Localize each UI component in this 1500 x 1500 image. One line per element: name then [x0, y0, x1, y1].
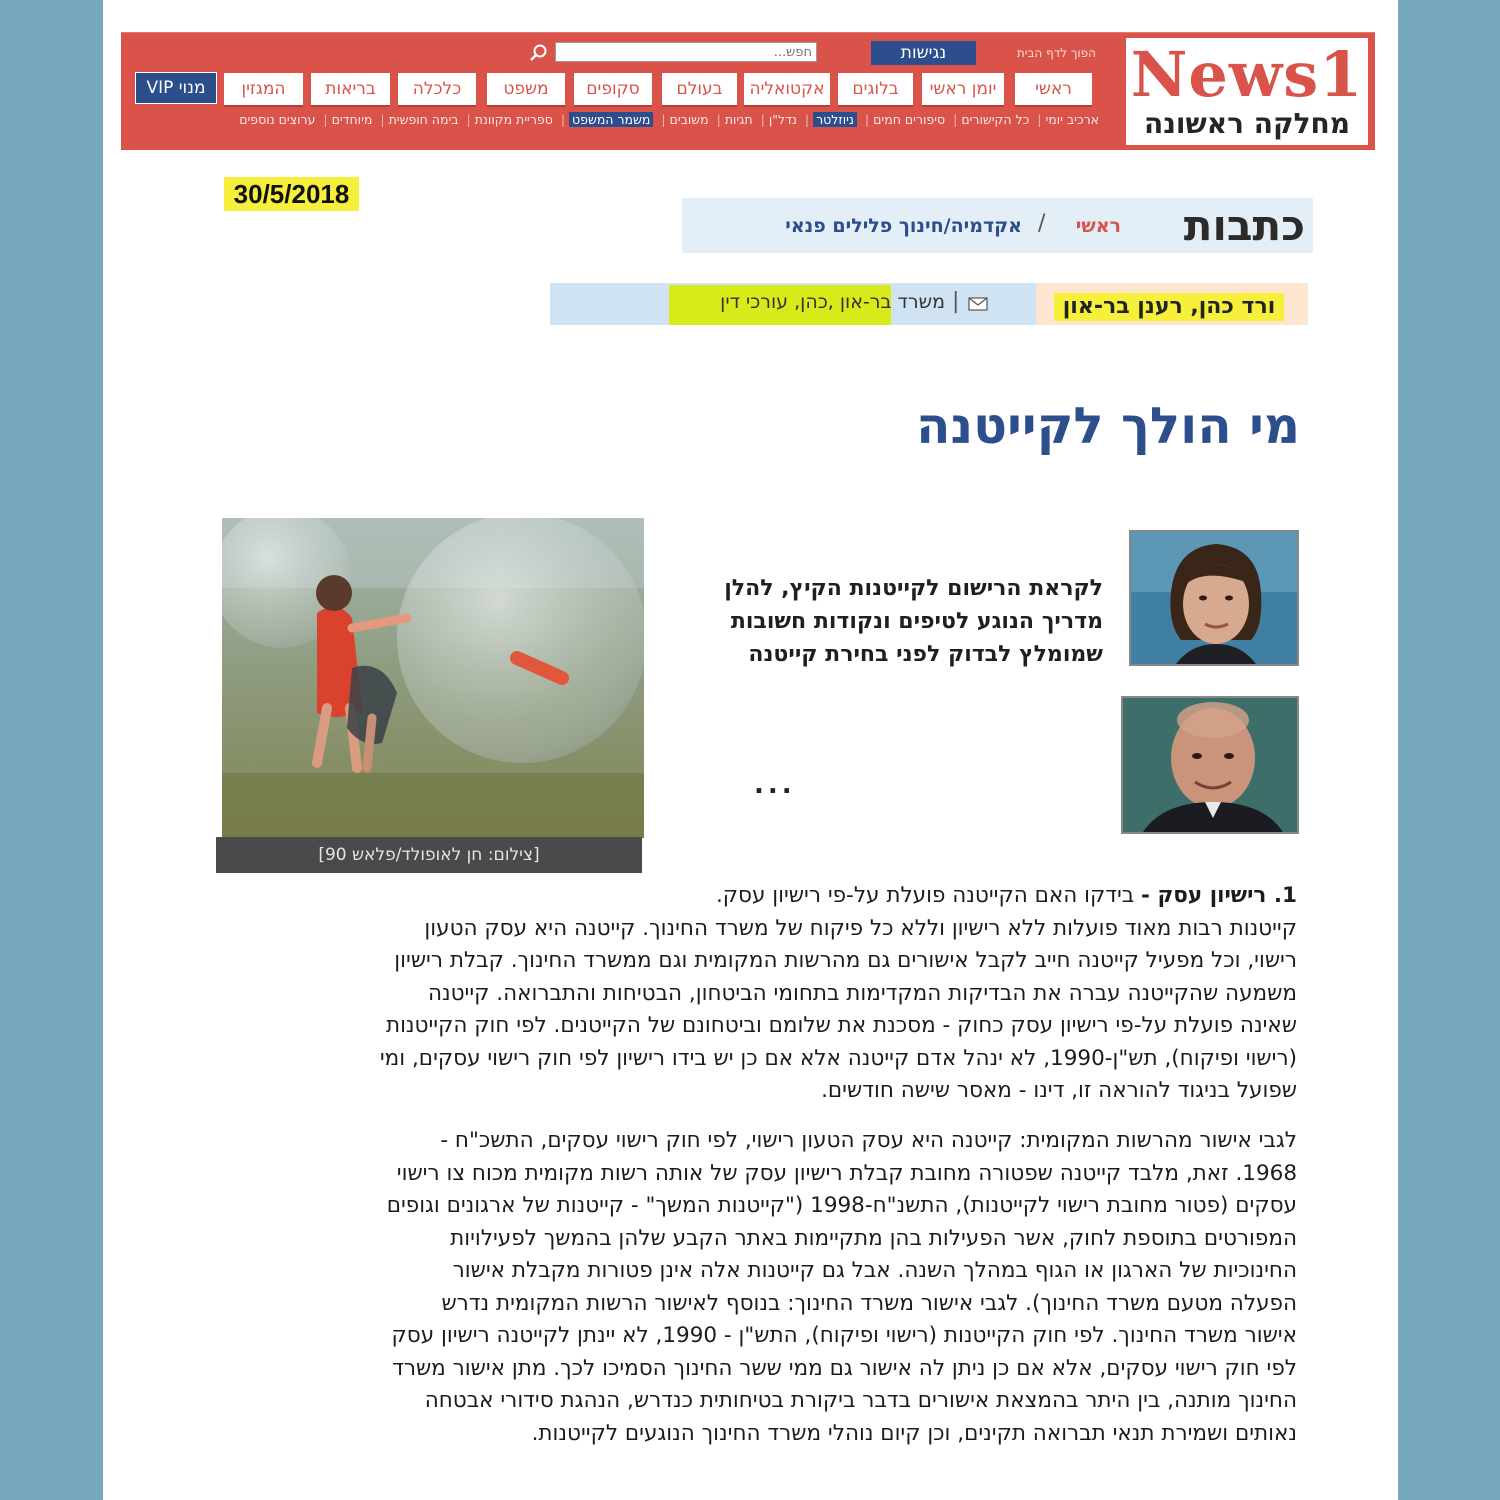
author-names[interactable]: ורד כהן, רענן בר-און: [1054, 293, 1284, 321]
set-homepage-link[interactable]: הפוך לדף הבית: [1016, 46, 1096, 60]
paragraph-line: החינוך מותנה, בין היתר בהמצאת אישורים בדבר ביקורת בטיחותית כנדרש, הנהגת סידורי אבטחה: [424, 1388, 1297, 1413]
law-firm-name[interactable]: משרד בר-און ,כהן, עורכי דין: [720, 291, 945, 313]
paragraph-line: משמעה שהקייטנה עברה את הבדיקות המקדימות בתחומי הביטחון, הבטיחות והתברואה. קייטנה: [427, 980, 1297, 1006]
logo-subtitle: מחלקה ראשונה: [1143, 107, 1351, 140]
paragraph-heading: 1. רישיון עסק -: [1141, 883, 1297, 908]
paragraph-line: המפורטים בתוספת לחוק, אשר הפעילות בהן מתקיימות באתר הקבע שלהן בהמשך לפעילויות: [450, 1225, 1297, 1251]
paragraph-license: [285, 880, 1297, 1108]
nav-tab-magazine[interactable]: המגזין: [224, 73, 303, 107]
subnav-link[interactable]: ערוצים נוספים: [239, 112, 316, 127]
subnav-link[interactable]: נדל"ן: [768, 112, 797, 127]
article-headline: מי הולך לקייטנה: [916, 397, 1300, 455]
paragraph-approvals: [285, 1125, 1297, 1450]
mail-icon[interactable]: [968, 296, 988, 312]
lead-line: מדריך הנוגע לטיפים ונקודות חשובות: [730, 609, 1103, 634]
subnav-link[interactable]: משובים: [669, 112, 709, 127]
nav-tab-blogs[interactable]: בלוגים: [838, 73, 913, 107]
search-icon[interactable]: [529, 43, 549, 63]
paragraph-line: הפעלה מטעם משרד החינוך). לגבי אישור משרד החינוך: בנוסף לאישור הרשות המקומית נדרש: [441, 1290, 1297, 1316]
nav-tab-world[interactable]: בעולם: [662, 73, 737, 107]
site-logo[interactable]: [1126, 38, 1368, 145]
nav-tab-health[interactable]: בריאות: [311, 73, 390, 107]
paragraph-line: אישור משרד החינוך. לפי חוק הקייטנות (רישוי ופיקוח), התש"ן - 1990, לא יינתן לקייטנה רישיון עסק: [391, 1323, 1297, 1348]
paragraph-line: החינוכיות של הארגון או הגוף במהלך השנה. אבל גם קייטנות אלה אינן פטורות מקבלת אישור: [452, 1258, 1297, 1283]
article-lead: [700, 572, 1103, 671]
nav-tab-news[interactable]: אקטואליה: [744, 73, 830, 107]
paragraph-line: קייטנות רבות מאוד פועלות ללא רישיון וללא כל פיקוח של משרד החינוך. קייטנה היא עסק הטעון: [424, 915, 1297, 941]
subnav-link[interactable]: מיוחדים: [331, 112, 373, 127]
nav-tab-home[interactable]: ראשי: [1015, 73, 1092, 107]
publish-date: 30/5/2018: [224, 177, 359, 211]
subnav-link[interactable]: בימה חופשית: [388, 112, 459, 127]
subnav-link[interactable]: כל הקישורים: [961, 112, 1030, 127]
paragraph-line: נאותים ושמירת תנאי תברואה תקינים, וכן קיום נוהלי משרד החינוך הנוגעים לקייטנות.: [531, 1420, 1297, 1446]
paragraph-line: לפי חוק רישוי עסקים, אלא אם כן ניתן לה אישור גם ממי ששר החינוך הסמיכו לכך. מתן אישור משרד: [392, 1355, 1297, 1381]
secondary-nav: ארכיב יומי| כל הקישורים| סיפורים חמים| ניוזלטר| נדל"ן| תגיות| משובים| משמר המשפט| ספריית מקוונת| בימה חופשית| מיוחדים| ערוצים נוספים: [239, 112, 1099, 127]
subnav-link[interactable]: תגיות: [724, 112, 753, 127]
breadcrumb-home[interactable]: ראשי: [1075, 215, 1121, 237]
article-photo: [222, 518, 644, 838]
lead-line: לקראת הרישום לקייטנות הקיץ, להלן: [724, 576, 1103, 601]
subnav-link-newsletter[interactable]: ניוזלטר: [813, 112, 857, 127]
paragraph-line: לגבי אישור מהרשות המקומית: קייטנה היא עסק הטעון רישוי, לפי חוק רישוי עסקים, התשכ"ח -: [440, 1128, 1297, 1153]
subnav-link[interactable]: ארכיב יומי: [1045, 112, 1099, 127]
search-input[interactable]: [555, 42, 817, 62]
author-photo-man: [1121, 696, 1299, 834]
nav-tab-law[interactable]: משפט: [487, 73, 565, 107]
paragraph-line: עסקים (פטור מחובת רישוי לקייטנות), התשנ"ח-1998 ("קייטנות המשך" - קייטנות של ארגונים וגופים: [386, 1193, 1297, 1218]
nav-tab-daily[interactable]: יומן ראשי: [922, 73, 1004, 107]
logo-text: News1: [1130, 38, 1364, 111]
paragraph-line: 1968. זאת, מלבד קייטנה שפטורה מחובת קבלת רישיון עסק של אותה רשות מקומית מכוח צו רישוי: [396, 1160, 1297, 1186]
photo-caption: [צילום: חן לאופולד/פלאש 90]: [216, 837, 642, 873]
breadcrumb-separator: /: [1038, 211, 1046, 236]
lead-line: שמומלץ לבדוק לפני בחירת קייטנה: [748, 642, 1103, 667]
author-separator: |: [952, 289, 960, 314]
paragraph-line: שפועל בניגוד להוראה זו, דינו - מאסר שישה חודשים.: [821, 1078, 1297, 1103]
ellipsis: ...: [754, 770, 796, 800]
breadcrumb-categories[interactable]: אקדמיה/חינוך פלילים פנאי: [785, 215, 1022, 237]
subnav-link-law-watch[interactable]: משמר המשפט: [569, 112, 653, 127]
vip-subscription-tab[interactable]: מנוי VIP: [135, 72, 217, 104]
paragraph-line: שאינה פועלת על-פי רישיון עסק כחוק - מסכנת את שלומם וביטחונם של הקייטנים. לפי חוק הקייטנות: [385, 1013, 1297, 1038]
bubble-ball-right: [397, 518, 644, 763]
section-title: כתבות: [1183, 201, 1305, 250]
subnav-link[interactable]: סיפורים חמים: [873, 112, 946, 127]
paragraph-line: רישוי, וכל מפעיל קייטנה חייב לקבל אישורים גם מהרשות המקומית וגם ממשרד החינוך. קבלת רישיון: [394, 948, 1297, 973]
accessibility-button[interactable]: נגישות: [871, 41, 976, 65]
paragraph-line: (רישוי ופיקוח), תש"ן-1990, לא ינהל אדם קייטנה אלא אם כן יש בידו רישיון לפי חוק רישוי עסקים, ומי: [379, 1045, 1297, 1071]
paragraph-line: 1. רישיון עסק - בידקו האם הקייטנה פועלת על-פי רישיון עסק.: [715, 883, 1297, 908]
author-photo-woman: [1129, 530, 1299, 666]
nav-tab-economy[interactable]: כלכלה: [398, 73, 476, 107]
nav-tab-scoops[interactable]: סקופים: [574, 73, 652, 107]
subnav-link[interactable]: ספריית מקוונת: [474, 112, 553, 127]
